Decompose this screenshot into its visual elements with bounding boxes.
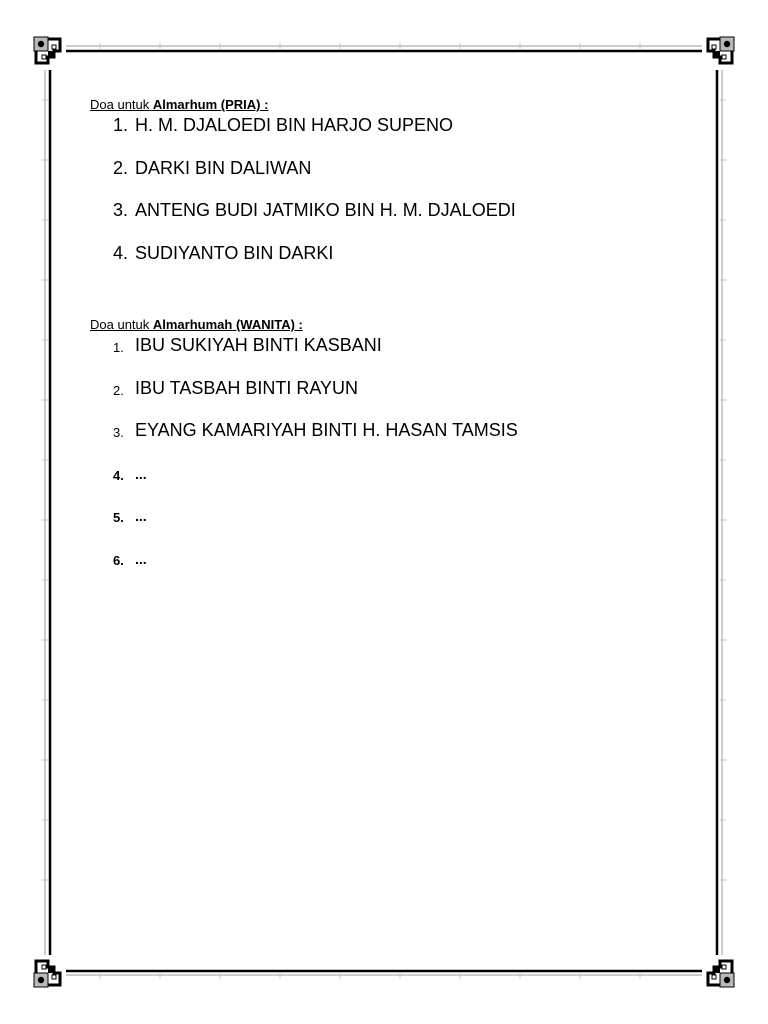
list-item-number: 1. [113,115,129,135]
corner-ornament-bottom-left [32,957,64,989]
list-item-name: ... [135,550,147,567]
heading-men-prefix: Doa untuk [90,97,153,112]
list-item-number: 4. [113,242,129,263]
list-item [90,462,690,505]
list-item-number: 4. [113,467,124,483]
list-item [90,114,690,157]
heading-women [90,316,690,334]
heading-women-bold: Almarhumah (WANITA) : [152,317,303,332]
list-item [90,419,690,462]
list-item-name: IBU SUKIYAH BINTI KASBANI [135,335,382,355]
list-item-name: IBU TASBAH BINTI RAYUN [135,377,359,398]
list-item-number: 6. [113,552,124,568]
list-women [90,334,690,589]
heading-men [90,96,690,114]
list-item-name: SUDIYANTO BIN DARKI [135,242,334,263]
list-item-number: 2. [113,382,124,398]
list-item [90,334,690,377]
heading-women-prefix: Doa untuk [90,317,153,332]
document-body [90,96,690,589]
list-item-number: 5. [113,510,124,525]
list-item-name: H. M. DJALOEDI BIN HARJO SUPENO [135,115,454,135]
list-item-name: EYANG KAMARIYAH BINTI H. HASAN TAMSIS [135,420,518,440]
list-item-name: DARKI BIN DALIWAN [135,157,312,178]
list-item [90,157,690,200]
list-item-number: 2. [113,157,129,178]
list-item-name: ... [135,508,147,524]
list-item [90,547,690,590]
corner-ornament-top-left [32,35,64,67]
list-item-number: 3. [113,200,129,220]
corner-ornament-bottom-right [704,957,736,989]
list-men [90,114,690,284]
corner-ornament-top-right [704,35,736,67]
heading-men-bold: Almarhum (PRIA) : [152,97,269,112]
list-item [90,242,690,285]
list-item [90,199,690,242]
list-item-name: ANTENG BUDI JATMIKO BIN H. M. DJALOEDI [135,200,516,220]
list-item-number: 3. [113,425,124,440]
list-item-number: 1. [113,340,124,355]
list-item [90,504,690,547]
list-item-name: ... [135,465,147,482]
list-item [90,377,690,420]
